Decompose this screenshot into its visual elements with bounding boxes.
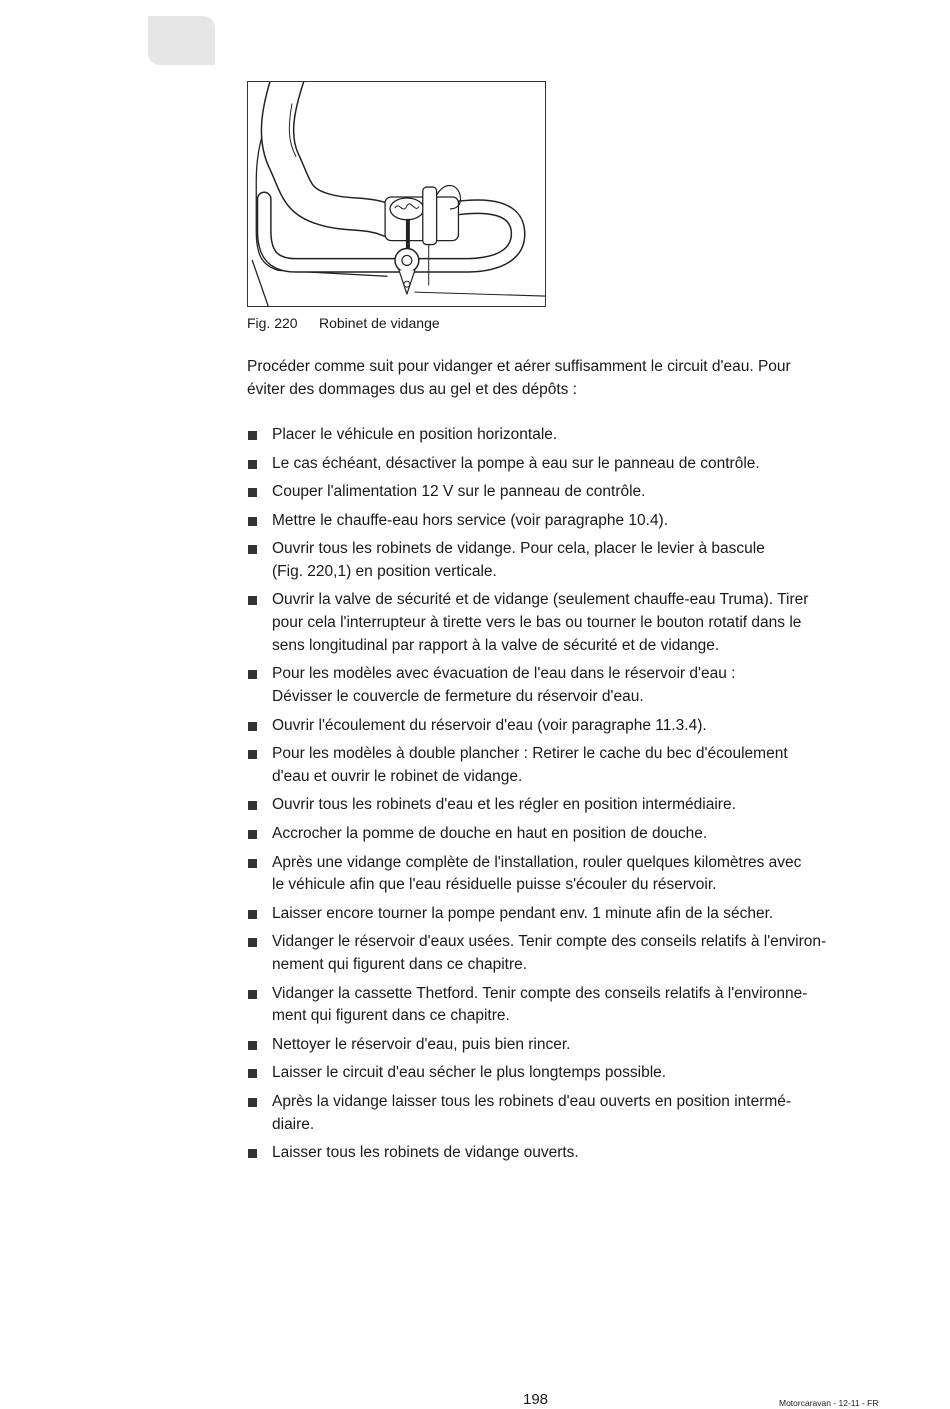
- list-item-line: Vidanger le réservoir d'eaux usées. Tenir compte des conseils relatifs à l'environ-: [272, 933, 827, 951]
- list-item: [247, 794, 907, 817]
- list-item: [247, 743, 907, 788]
- list-item-line: Laisser le circuit d'eau sécher le plus longtemps possible.: [272, 1064, 667, 1082]
- square-bullet-icon: [248, 722, 257, 731]
- document-reference: Motorcaravan - 12-11 - FR: [779, 1398, 879, 1408]
- list-item-line: d'eau et ouvrir le robinet de vidange.: [272, 767, 523, 785]
- list-item-line: Laisser tous les robinets de vidange ouverts.: [272, 1144, 579, 1162]
- floor-edge: [252, 260, 268, 306]
- figure-caption: [247, 314, 647, 332]
- list-item-line: Placer le véhicule en position horizontale.: [272, 426, 558, 443]
- list-item: [247, 453, 907, 476]
- list-item-line: Ouvrir l'écoulement du réservoir d'eau (voir paragraphe 11.3.4).: [272, 716, 707, 734]
- square-bullet-icon: [248, 596, 257, 605]
- list-item-line: Après une vidange complète de l'installation, rouler quelques kilomètres avec: [272, 853, 802, 871]
- list-item-line: Pour les modèles à double plancher : Retirer le cache du bec d'écoulement: [272, 745, 788, 763]
- list-item-line: (Fig. 220,1) en position verticale.: [272, 562, 497, 580]
- list-item-line: Le cas échéant, désactiver la pompe à eau sur le panneau de contrôle.: [272, 454, 760, 472]
- list-item: [247, 589, 907, 657]
- list-item-line: Ouvrir la valve de sécurité et de vidange (seulement chauffe-eau Truma). Tirer: [272, 591, 809, 609]
- list-item-line: le véhicule afin que l'eau résiduelle puisse s'écouler du réservoir.: [272, 876, 717, 894]
- list-item: [247, 538, 907, 583]
- instruction-list: [247, 424, 907, 1171]
- list-item-line: sens longitudinal par rapport à la valve de sécurité et de vidange.: [272, 636, 720, 654]
- drain-valve: [385, 186, 460, 245]
- list-item: [247, 424, 907, 447]
- figure-frame: [247, 81, 546, 307]
- list-item-line: Vidanger la cassette Thetford. Tenir compte des conseils relatifs à l'environne-: [272, 984, 808, 1002]
- list-item-line: Pour les modèles avec évacuation de l'eau dans le réservoir d'eau :: [272, 665, 736, 683]
- list-item: [247, 931, 907, 976]
- list-item-line: Après la vidange laisser tous les robinets d'eau ouverts en position intermé-: [272, 1092, 792, 1110]
- list-item: [247, 823, 907, 846]
- square-bullet-icon: [248, 938, 257, 947]
- square-bullet-icon: [248, 670, 257, 679]
- drain-valve-illustration: [248, 82, 545, 306]
- square-bullet-icon: [248, 830, 257, 839]
- hose-s-bend: [278, 82, 390, 221]
- square-bullet-icon: [248, 1098, 257, 1107]
- list-item-line: Accrocher la pomme de douche en haut en position de douche.: [272, 824, 708, 842]
- list-item: [247, 1091, 907, 1136]
- intro-line: éviter des dommages dus au gel et des dépôts :: [247, 381, 578, 398]
- square-bullet-icon: [248, 431, 257, 440]
- list-item-line: Dévisser le couvercle de fermeture du réservoir d'eau.: [272, 688, 644, 706]
- square-bullet-icon: [248, 545, 257, 554]
- figure-title: Robinet de vidange: [319, 315, 440, 331]
- square-bullet-icon: [248, 460, 257, 469]
- square-bullet-icon: [248, 750, 257, 759]
- list-item-line: ment qui figurent dans ce chapitre.: [272, 1007, 510, 1025]
- list-item: [247, 663, 907, 708]
- square-bullet-icon: [248, 801, 257, 810]
- list-item-line: Laisser encore tourner la pompe pendant env. 1 minute afin de la sécher.: [272, 904, 774, 922]
- chapter-tab: [148, 16, 215, 65]
- list-item: [247, 1142, 907, 1165]
- list-item: [247, 1034, 907, 1057]
- list-item: [247, 903, 907, 926]
- list-item-line: Ouvrir tous les robinets de vidange. Pour cela, placer le levier à bascule: [272, 540, 765, 558]
- square-bullet-icon: [248, 990, 257, 999]
- square-bullet-icon: [248, 859, 257, 868]
- figure-number: Fig. 220: [247, 315, 298, 331]
- square-bullet-icon: [248, 1149, 257, 1158]
- square-bullet-icon: [248, 910, 257, 919]
- floor-line: [415, 292, 545, 296]
- list-item-line: pour cela l'interrupteur à tirette vers le bas ou tourner le bouton rotatif dans le: [272, 614, 802, 632]
- intro-paragraph: [247, 355, 887, 401]
- list-item: [247, 983, 907, 1028]
- square-bullet-icon: [248, 1041, 257, 1050]
- list-item: [247, 1062, 907, 1085]
- list-item-line: Mettre le chauffe-eau hors service (voir paragraphe 10.4).: [272, 511, 669, 529]
- list-item: [247, 510, 907, 533]
- list-item-line: Nettoyer le réservoir d'eau, puis bien rincer.: [272, 1035, 571, 1053]
- list-item: [247, 715, 907, 738]
- list-item: [247, 852, 907, 897]
- list-item-line: Couper l'alimentation 12 V sur le panneau de contrôle.: [272, 483, 646, 501]
- intro-line: Procéder comme suit pour vidanger et aérer suffisamment le circuit d'eau. Pour: [247, 358, 791, 375]
- list-item-line: Ouvrir tous les robinets d'eau et les régler en position intermédiaire.: [272, 796, 736, 814]
- list-item-line: nement qui figurent dans ce chapitre.: [272, 956, 528, 974]
- list-item: [247, 481, 907, 504]
- square-bullet-icon: [248, 488, 257, 497]
- square-bullet-icon: [248, 1069, 257, 1078]
- page-number: 198: [523, 1391, 549, 1408]
- square-bullet-icon: [248, 517, 257, 526]
- list-item-line: diaire.: [272, 1115, 315, 1133]
